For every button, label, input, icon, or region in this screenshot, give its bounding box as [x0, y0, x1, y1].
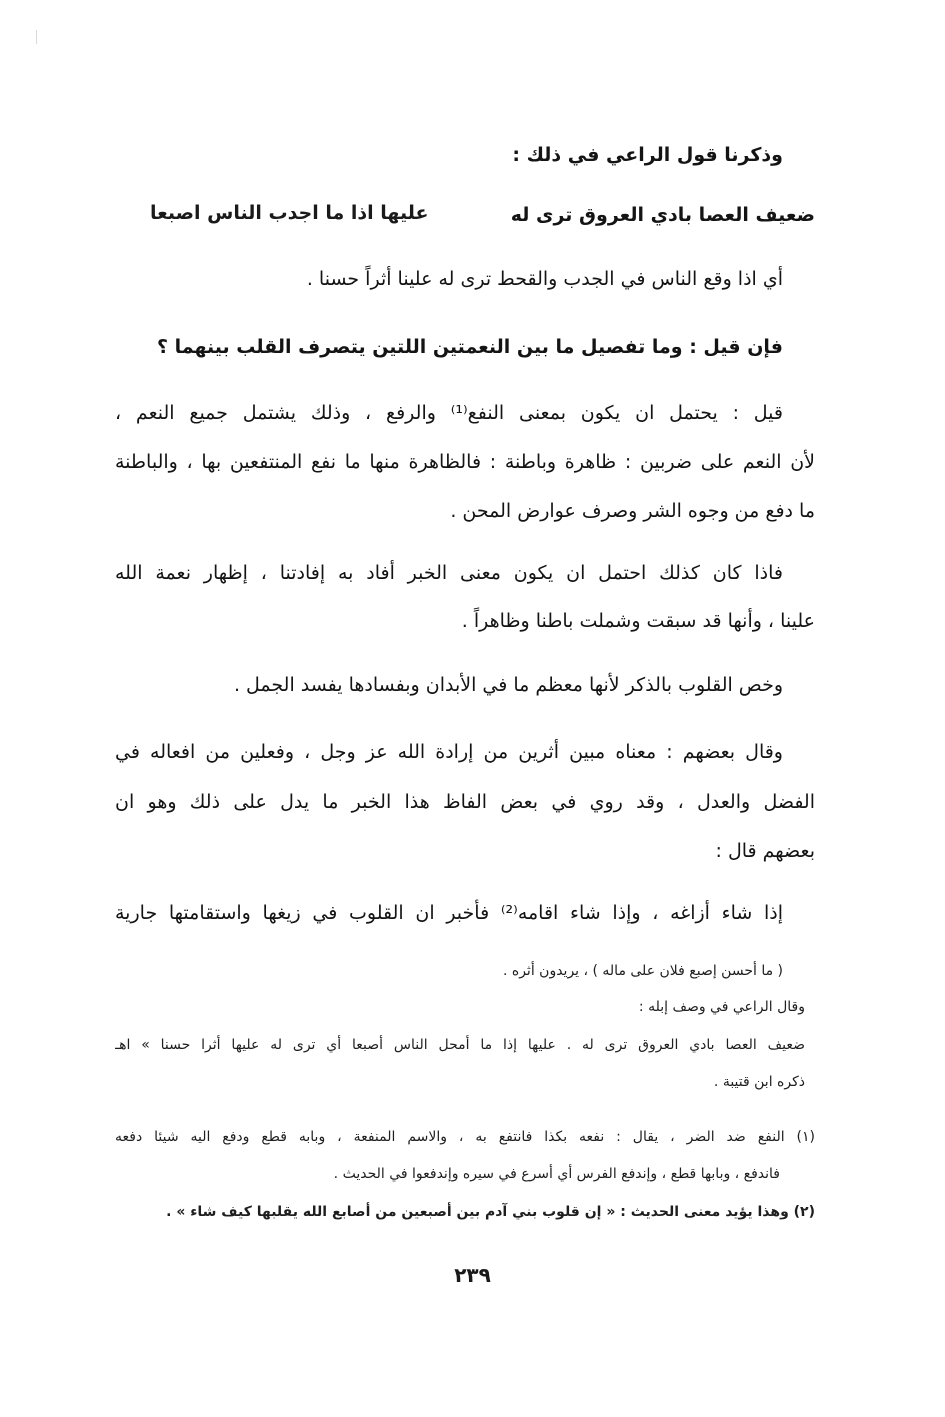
quote-note-2: وقال الراعي في وصف إبله :	[638, 999, 805, 1015]
footnote-1-line-1: (١) النفع ضد الضر ، يقال : نفعه بكذا فانتفع به ، والاسم المنفعة ، وبابه قطع ودفع اليه شيئا دفعه	[115, 1129, 815, 1145]
intro-line: وذكرنا قول الراعي في ذلك :	[512, 144, 783, 166]
paragraph-4-line-1: فاذا كان كذلك احتمل ان يكون معنى الخبر أفاد به إفادتنا ، إظهار نعمة الله	[115, 562, 783, 584]
paragraph-6-line-1: وقال بعضهم : معناه مبين أثرين من إرادة الله عز وجل ، وفعلين من افعاله في	[115, 741, 783, 763]
paragraph-7: إذا شاء أزاغه ، وإذا شاء اقامه⁽²⁾ فأخبر ان القلوب في زيغها واستقامتها جارية	[115, 902, 783, 924]
paragraph-3-line-3: ما دفع من وجوه الشر وصرف عوارض المحن .	[450, 500, 815, 522]
paragraph-1: أي اذا وقع الناس في الجدب والقحط ترى له علينا أثراً حسنا .	[306, 268, 783, 290]
paragraph-4-line-2: علينا ، وأنها قد سبقت وشملت باطنا وظاهراً .	[461, 610, 815, 632]
quote-note-3: ضعيف العصا بادي العروق ترى له . عليها إذا ما أمحل الناس أصبعا أي ترى له عليها أثرا حسنا » اهـ	[115, 1037, 805, 1053]
verse-first-hemistich: ضعيف العصا بادي العروق ترى له	[510, 204, 815, 226]
paragraph-6-line-3: بعضهم قال :	[715, 840, 815, 862]
paragraph-6-line-2: الفضل والعدل ، وقد روي في بعض الفاظ هذا الخبر ما يدل على ذلك وهو ان	[115, 791, 815, 813]
footnote-1-line-2: فاندفع ، وبابها قطع ، وإندفع الفرس أي أسرع في سيره وإندفعوا في الحديث .	[333, 1166, 780, 1182]
paragraph-3-line-1: قيل : يحتمل ان يكون بمعنى النفع⁽¹⁾ والرفع ، وذلك يشتمل جميع النعم ،	[115, 402, 783, 424]
scan-edge-mark	[36, 30, 37, 44]
footnote-2: (٢) وهذا يؤيد معنى الحديث : « إن قلوب بني آدم بين أصبعين من أصابع الله يقلبها كيف شاء » .	[166, 1204, 815, 1220]
paragraph-2: فإن قيل : وما تفصيل ما بين النعمتين اللتين يتصرف القلب بينهما ؟	[156, 336, 783, 358]
quote-note-1: ( ما أحسن إصبع فلان على ماله ) ، يريدون أثره .	[502, 963, 783, 979]
verse-second-hemistich: عليها اذا ما اجدب الناس اصبعا	[150, 202, 429, 224]
paragraph-3-line-2: لأن النعم على ضربين : ظاهرة وباطنة : فالظاهرة منها ما نفع المنتفعين بها ، والباطنة	[115, 451, 815, 473]
page-number: ٢٣٩	[454, 1263, 491, 1287]
quote-note-4: ذكره ابن قتيبة .	[713, 1074, 805, 1090]
paragraph-5: وخص القلوب بالذكر لأنها معظم ما في الأبدان وبفسادها يفسد الجمل .	[233, 674, 783, 696]
